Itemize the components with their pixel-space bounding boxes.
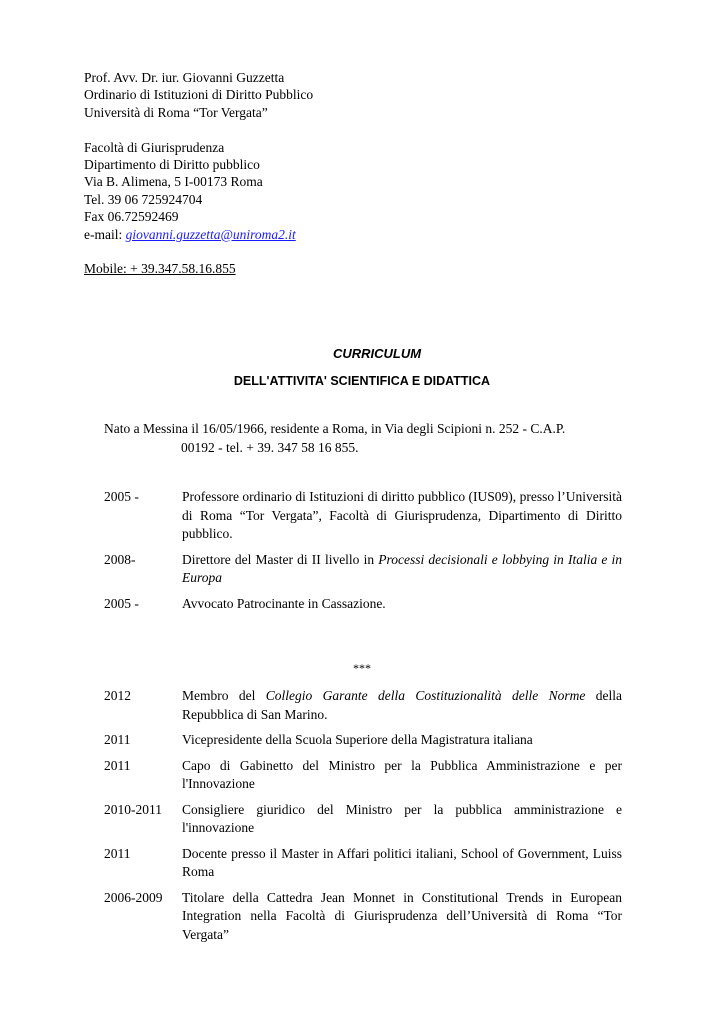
entry-text: Avvocato Patrocinante in Cassazione.: [182, 595, 386, 611]
mobile-number: Mobile: + 39.347.58.16.855: [84, 261, 236, 277]
list-item: [104, 687, 622, 724]
master-title: Processi decisionali e lobbying in Italia e in Europa: [182, 551, 622, 585]
list-item: [104, 801, 622, 838]
list-item: [104, 757, 622, 794]
entry-text: Consigliere giuridico del Ministro per la pubblica amministrazione e l'innovazione: [182, 801, 622, 835]
college-title: Collegio Garante della Costituzionalità delle Norme: [265, 688, 586, 703]
fax: Fax 06.72592469: [84, 209, 179, 225]
entry-year: 2011: [104, 732, 131, 747]
entry-text: Docente presso il Master in Affari politici italiani, School of Government, Luiss Roma: [182, 845, 622, 879]
document-title: CURRICULUM: [332, 346, 422, 361]
email-label: e-mail:: [84, 226, 126, 242]
author-role: Ordinario di Istituzioni di Diritto Pubblico: [84, 87, 314, 103]
list-item: [104, 731, 622, 750]
telephone: Tel. 39 06 725924704: [84, 191, 203, 207]
entry-year: 2011: [104, 845, 131, 861]
section-separator: ***: [353, 661, 371, 675]
entry-text: Vicepresidente della Scuola Superiore della Magistratura italiana: [182, 732, 533, 747]
list-item: [104, 889, 622, 945]
entry-year: 2012: [104, 688, 131, 703]
list-item: [104, 551, 622, 588]
address: Via B. Alimena, 5 I-00173 Roma: [84, 174, 263, 190]
positions-list: [104, 488, 622, 613]
author-name: Prof. Avv. Dr. iur. Giovanni Guzzetta: [84, 70, 285, 85]
entry-year: 2006-2009: [104, 889, 163, 905]
birth-line-1: Nato a Messina il 16/05/1966, residente a Roma, in Via degli Scipioni n. 252 - C.A.P.: [104, 421, 566, 436]
faculty: Facoltà di Giurisprudenza: [84, 139, 225, 155]
list-item: [104, 488, 622, 544]
activities-list: [104, 687, 622, 944]
list-item: [104, 595, 622, 614]
email-link[interactable]: giovanni.guzzetta@uniroma2.it: [125, 226, 296, 242]
entry-year: 2005 -: [104, 489, 139, 504]
birth-line-2: 00192 - tel. + 39. 347 58 16 855.: [181, 440, 359, 455]
author-university: Università di Roma “Tor Vergata”: [84, 104, 268, 120]
entry-text: Professore ordinario di Istituzioni di diritto pubblico (IUS09), presso l’Università di Roma “Tor Vergata”, Facoltà di Giurisprudenza, Dipartimento di Diritto pubblico.: [182, 489, 622, 541]
entry-year: 2008-: [104, 551, 136, 567]
entry-year: 2005 -: [104, 595, 139, 611]
contact-header: [84, 69, 313, 278]
entry-text: Membro del Collegio Garante della Costituzionalità delle Norme della Repubblica di San Marino.: [182, 688, 622, 722]
department: Dipartimento di Diritto pubblico: [84, 157, 260, 173]
entry-text: Direttore del Master di II livello in Processi decisionali e lobbying in Italia e in Europa: [182, 551, 622, 585]
entry-text: Capo di Gabinetto del Ministro per la Pubblica Amministrazione e per l'Innovazione: [182, 757, 622, 791]
list-item: [104, 845, 622, 882]
document-subtitle: DELL'ATTIVITA' SCIENTIFICA E DIDATTICA: [233, 374, 491, 388]
birth-info: [104, 419, 622, 457]
entry-year: 2010-2011: [104, 801, 162, 817]
entry-year: 2011: [104, 757, 131, 773]
email-line: [84, 226, 313, 243]
entry-text: Titolare della Cattedra Jean Monnet in Constitutional Trends in European Integration nella Facoltà di Giurisprudenza dell’Università di Roma “Tor Vergata”: [182, 889, 622, 942]
